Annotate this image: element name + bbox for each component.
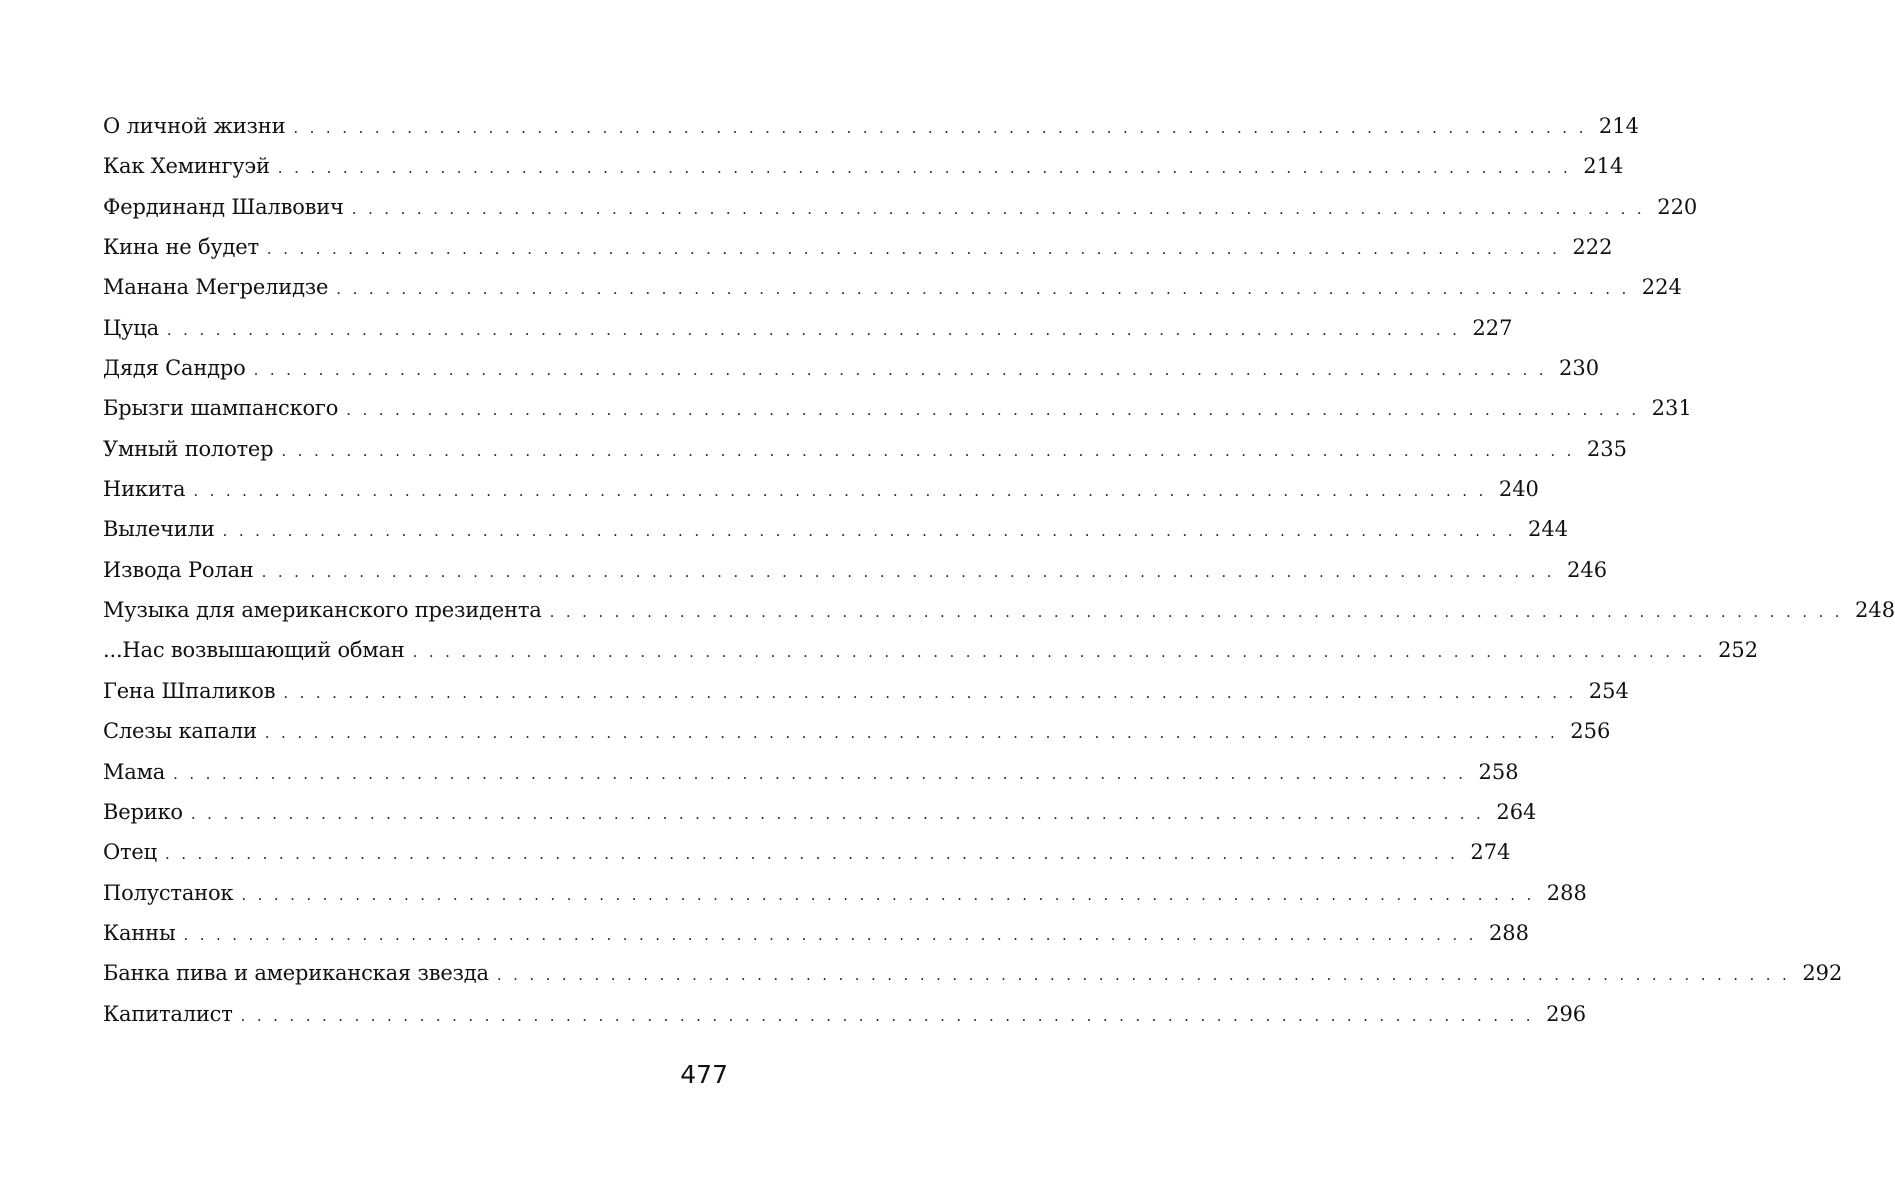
toc-entry-page: 254 xyxy=(1588,678,1629,703)
toc-entry-title: Брызги шампанского xyxy=(103,396,339,421)
toc-entry-title: Капиталист xyxy=(103,1001,233,1026)
dot-leader: ................................................................................ xyxy=(190,804,1493,823)
toc-entry xyxy=(103,792,1537,832)
dot-leader: ................................................................................ xyxy=(336,280,1638,299)
toc-entry-page: 224 xyxy=(1641,275,1682,300)
dot-leader: ................................................................................ xyxy=(351,199,1654,218)
toc-entry-page: 264 xyxy=(1496,799,1537,824)
toc-entry-page: 288 xyxy=(1488,920,1530,945)
toc-entry xyxy=(103,873,1587,913)
toc-entry xyxy=(103,509,1569,549)
toc-entry-page: 292 xyxy=(1802,961,1843,986)
toc-entry xyxy=(103,550,1608,590)
toc-entry-title: Слезы капали xyxy=(103,719,257,744)
toc-entry-page: 231 xyxy=(1651,396,1692,421)
toc-entry-title: Никита xyxy=(103,477,186,502)
toc-entry-title: Канны xyxy=(103,920,176,945)
toc-entry xyxy=(103,146,1624,186)
toc-entry xyxy=(103,671,1629,711)
toc-entry-page: 220 xyxy=(1657,194,1698,219)
toc-entry-title: Цуца xyxy=(103,315,159,340)
dot-leader: ................................................................................ xyxy=(264,724,1567,743)
toc-entry-page: 274 xyxy=(1470,840,1511,865)
toc-entry-title: Фердинанд Шалвович xyxy=(103,194,344,219)
toc-entry-page: 244 xyxy=(1528,517,1569,542)
toc-entry-title: Гена Шпаликов xyxy=(103,678,276,703)
dot-leader: ................................................................................ xyxy=(346,401,1648,420)
toc-entry xyxy=(103,913,1530,953)
toc-entry xyxy=(103,469,1539,509)
toc-entry xyxy=(103,590,1895,630)
dot-leader: ................................................................................ xyxy=(496,966,1799,985)
toc-entry-title: О личной жизни xyxy=(103,114,286,138)
toc-entry xyxy=(103,630,1759,670)
toc-entry-title: Как Хемингуэй xyxy=(103,154,270,179)
toc-entry xyxy=(103,752,1519,792)
toc-entry xyxy=(103,953,1843,993)
toc-entry-title: Банка пива и американская звезда xyxy=(103,961,489,986)
dot-leader: ................................................................................ xyxy=(293,119,1595,137)
toc-entry xyxy=(103,388,1692,428)
toc-entry xyxy=(103,832,1511,872)
dot-leader: ................................................................................ xyxy=(222,522,1524,541)
toc-entry-title: Умный полотер xyxy=(103,436,274,461)
dot-leader: ................................................................................ xyxy=(183,925,1485,944)
toc-entry xyxy=(103,267,1682,307)
toc-entry-page: 227 xyxy=(1472,315,1513,340)
toc-entry xyxy=(103,994,1587,1034)
toc-entry-page: 235 xyxy=(1586,436,1627,461)
dot-leader: ................................................................................ xyxy=(164,845,1467,864)
dot-leader: ................................................................................ xyxy=(166,320,1469,339)
page-number: 477 xyxy=(680,1060,728,1089)
dot-leader: ................................................................................ xyxy=(253,361,1556,380)
dot-leader: ................................................................................ xyxy=(266,240,1569,259)
toc-entry xyxy=(103,711,1611,751)
toc-entry-page: 296 xyxy=(1546,1001,1587,1026)
table-of-contents xyxy=(103,106,1895,1034)
toc-entry-title: Мама xyxy=(103,759,166,784)
toc-entry xyxy=(103,187,1698,227)
dot-leader: ................................................................................ xyxy=(193,482,1495,501)
toc-entry-page: 256 xyxy=(1570,719,1611,744)
toc-entry-page: 240 xyxy=(1498,477,1539,502)
dot-leader: ................................................................................ xyxy=(412,643,1715,662)
toc-entry-page: 222 xyxy=(1572,235,1613,260)
toc-entry-title: Дядя Сандро xyxy=(103,356,246,381)
toc-entry-title: Вылечили xyxy=(103,517,215,542)
toc-entry-title: Полустанок xyxy=(103,880,234,905)
dot-leader: ................................................................................ xyxy=(283,683,1585,702)
toc-entry xyxy=(103,429,1627,469)
toc-entry xyxy=(103,227,1613,267)
toc-entry-page: 248 xyxy=(1855,598,1895,623)
toc-entry-page: 246 xyxy=(1567,557,1608,582)
toc-entry-title: Музыка для американского президента xyxy=(103,598,542,623)
toc-entry-title: Кина не будет xyxy=(103,235,259,260)
toc-entry-title: Извода Ролан xyxy=(103,557,254,582)
toc-entry-page: 288 xyxy=(1546,880,1587,905)
toc-entry-page: 252 xyxy=(1718,638,1759,663)
toc-entry-page: 214 xyxy=(1583,154,1624,179)
toc-entry-page: 230 xyxy=(1559,356,1600,381)
dot-leader: ................................................................................ xyxy=(241,885,1543,904)
toc-entry-title: Верико xyxy=(103,799,183,824)
dot-leader: ................................................................................ xyxy=(173,764,1475,783)
toc-entry-title: Манана Мегрелидзе xyxy=(103,275,329,300)
toc-entry-page: 214 xyxy=(1598,114,1639,138)
dot-leader: ................................................................................ xyxy=(261,562,1564,581)
toc-entry xyxy=(103,106,1639,146)
toc-entry-page: 258 xyxy=(1478,759,1519,784)
toc-entry xyxy=(103,308,1513,348)
dot-leader: ................................................................................ xyxy=(240,1006,1543,1025)
toc-entry-title: ...Нас возвышающий обман xyxy=(103,638,405,663)
dot-leader: ................................................................................ xyxy=(281,441,1583,460)
toc-entry xyxy=(103,348,1600,388)
toc-entry-title: Отец xyxy=(103,840,157,865)
dot-leader: ................................................................................ xyxy=(277,159,1580,178)
dot-leader: ................................................................................ xyxy=(549,603,1852,622)
